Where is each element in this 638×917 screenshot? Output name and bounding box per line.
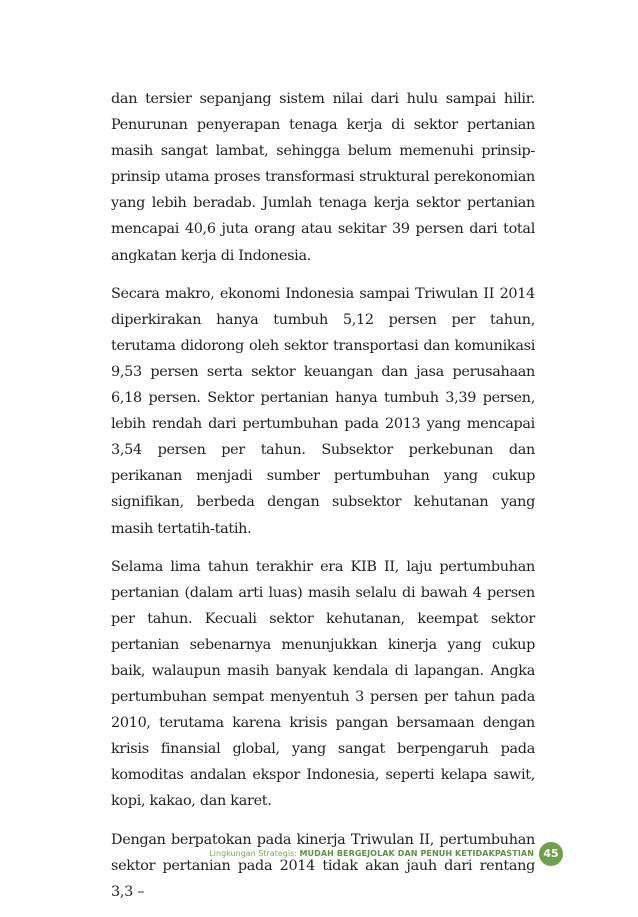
footer-section-title: MUDAH BERGEJOLAK DAN PENUH KETIDAKPASTIAN [299, 849, 534, 858]
body-paragraph: dan tersier sepanjang sistem nilai dari hulu sampai hilir. Penurunan penyerapan tenaga kerja di sektor pertanian masih sangat lambat, sehingga belum memenuhi prinsip-prinsip utama proses transformasi struktural perekonomian yang lebih beradab. Jumlah tenaga kerja sektor pertanian mencapai 40,6 juta orang atau sekitar 39 persen dari total angkatan kerja di Indonesia. [111, 91, 535, 264]
page-number: 45 [543, 847, 559, 860]
body-paragraph: Dengan berpatokan pada kinerja Triwulan II, pertumbuhan sektor pertanian pada 2014 tidak akan jauh dari rentang 3,3 – [111, 831, 535, 900]
page-number-badge [539, 842, 563, 866]
footer-section-label: Lingkungan Strategis: [209, 849, 297, 858]
page-footer [0, 842, 638, 866]
body-paragraph: Secara makro, ekonomi Indonesia sampai Triwulan II 2014 diperkirakan hanya tumbuh 5,12 persen per tahun, terutama didorong oleh sektor transportasi dan komunikasi 9,53 persen serta sektor keuangan dan jasa perusahaan 6,18 persen. Sektor pertanian hanya tumbuh 3,39 persen, lebih rendah dari pertumbuhan pada 2013 yang mencapai 3,54 persen per tahun. Subsektor perkebunan dan perikanan menjadi sumber pertumbuhan yang cukup signifikan, berbeda dengan subsektor kehutanan yang masih tertatih-tatih. [111, 285, 535, 537]
page-body [111, 86, 535, 917]
running-footer [209, 846, 534, 862]
body-paragraph: Selama lima tahun terakhir era KIB II, laju pertumbuhan pertanian (dalam arti luas) masih selalu di bawah 4 persen per tahun. Kecuali sektor kehutanan, keempat sektor pertanian sebenarnya menunjukkan kinerja yang cukup baik, walaupun masih banyak kendala di lapangan. Angka pertumbuhan sempat menyentuh 3 persen per tahun pada 2010, terutama karena krisis pangan bersamaan dengan krisis finansial global, yang sangat berpengaruh pada komoditas andalan ekspor Indonesia, seperti kelapa sawit, kopi, kakao, dan karet. [111, 558, 535, 810]
